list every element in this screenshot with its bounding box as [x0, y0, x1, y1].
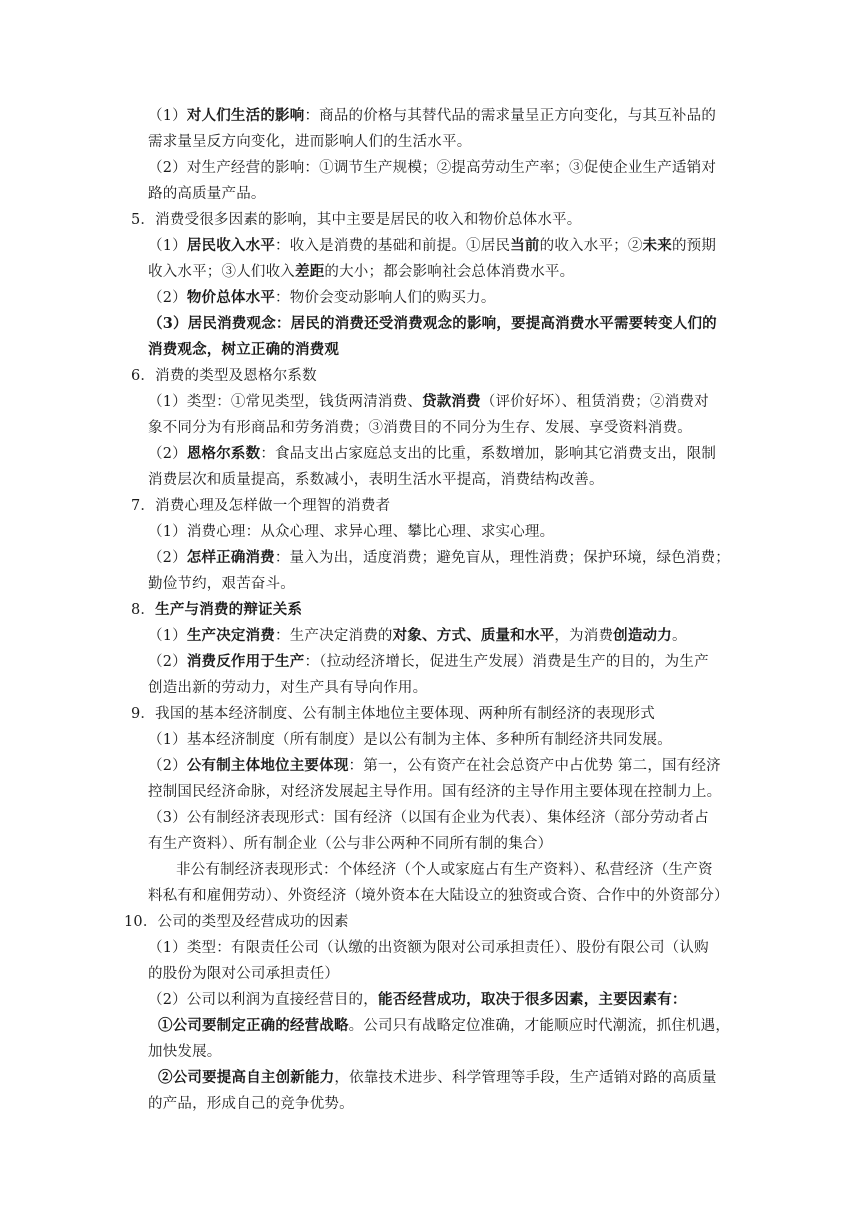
text-line	[148, 730, 672, 750]
text-line	[148, 990, 687, 1010]
text-run: ：生产决定消费的	[275, 628, 393, 644]
text-run: （1）类型：①常见类型，钱货两清消费、	[148, 394, 423, 410]
text-run: （2）	[148, 290, 187, 306]
text-run: （1）消费心理：从众心理、求异心理、攀比心理、求实心理。	[148, 524, 555, 540]
text-line	[131, 366, 317, 386]
text-run: （1）类型：有限责任公司（认缴的出资额为限对公司承担责任）、股份有限公司（认购	[148, 940, 709, 956]
text-run: （2）	[148, 550, 187, 566]
text-line	[148, 886, 729, 906]
bold-text: 消费观念，树立正确的消费观	[148, 341, 340, 358]
text-line	[148, 236, 716, 256]
text-line	[158, 1068, 717, 1088]
text-run: ：商品的价格与其替代品的需求量呈正方向变化，与其互补品的	[304, 108, 717, 124]
text-line	[148, 574, 295, 594]
text-run: （2）公司以利润为直接经营目的，	[148, 992, 378, 1008]
text-line	[148, 340, 339, 360]
text-run: （1）	[148, 628, 187, 644]
bold-text: 恩格尔系数	[186, 445, 261, 462]
text-run: 5．消费受很多因素的影响，其中主要是居民的收入和物价总体水平。	[131, 212, 582, 228]
bold-text: ①公司要制定正确的经营战略	[158, 1017, 349, 1034]
text-run: 6．消费的类型及恩格尔系数	[131, 368, 317, 384]
text-line	[148, 808, 709, 828]
bold-text: 未来	[642, 237, 672, 254]
bold-text: 差距	[295, 263, 325, 280]
text-run: ：第一，公有资产在社会总资产中占优势 第二，国有经济	[348, 758, 721, 774]
text-run: 的大小；都会影响社会总体消费水平。	[324, 264, 575, 280]
text-line	[148, 444, 716, 464]
text-run: （1）基本经济制度（所有制度）是以公有制为主体、多种所有制经济共同发展。	[148, 732, 672, 748]
bold-text: 怎样正确消费	[186, 549, 275, 566]
text-run: 勤俭节约，艰苦奋斗。	[148, 576, 295, 592]
text-run: 非公有制经济表现形式：个体经济（个人或家庭占有生产资料）、私营经济（生产资	[176, 862, 713, 878]
text-run: 。	[671, 628, 687, 644]
text-line	[148, 314, 717, 334]
text-line	[148, 418, 692, 438]
text-run: （3）公有制经济表现形式：国有经济（以国有企业为代表）、集体经济（部分劳动者占	[148, 810, 709, 826]
text-run: 有生产资料）、所有制企业（公与非公两种不同所有制的集合）	[148, 836, 553, 852]
text-run: 需求量呈反方向变化，进而影响人们的生活水平。	[148, 134, 472, 150]
text-line	[148, 262, 574, 282]
bold-text: 贷款消费	[422, 393, 481, 410]
text-line	[148, 158, 716, 178]
text-line	[131, 600, 302, 620]
text-line	[148, 184, 266, 204]
text-line	[148, 132, 471, 152]
text-run: ：食品支出占家庭总支出的比重，系数增加，影响其它消费支出，限制	[260, 446, 717, 462]
text-line	[148, 1094, 354, 1114]
text-run: 的股份为限对公司承担责任）	[148, 966, 340, 982]
text-line	[148, 392, 709, 412]
text-run: （2）	[148, 758, 187, 774]
text-line	[148, 548, 730, 568]
text-line	[148, 522, 554, 542]
text-run: （2）	[148, 654, 187, 670]
text-line	[148, 756, 721, 776]
bold-text: （3）居民消费观念：居民的消费还受消费观念的影响，要提高消费水平需要转变人们的	[148, 315, 717, 332]
text-run: 创造出新的劳动力，对生产具有导向作用。	[148, 680, 428, 696]
text-run: ：物价会变动影响人们的购买力。	[275, 290, 496, 306]
text-line	[176, 860, 713, 880]
bold-text: 创造动力	[613, 627, 672, 644]
text-run: ：收入是消费的基础和前提。①居民	[275, 238, 511, 254]
bold-text: 物价总体水平	[186, 289, 276, 306]
text-run: 料私有和雇佣劳动）、外资经济（境外资本在大陆设立的独资或合资、合作中的外资部分）	[148, 888, 729, 904]
text-run: （评价好坏）、租赁消费；②消费对	[480, 394, 709, 410]
text-line	[148, 964, 339, 984]
bold-text: 公有制主体地位主要体现	[186, 757, 349, 774]
text-run: 7．消费心理及怎样做一个理智的消费者	[131, 498, 391, 514]
text-line	[131, 210, 581, 230]
text-line	[148, 1042, 222, 1062]
text-line	[148, 652, 709, 672]
text-line	[148, 938, 709, 958]
text-run: ：量入为出，适度消费；避免盲从，理性消费；保护环境，绿色消费；	[274, 550, 730, 566]
text-line	[158, 1016, 730, 1036]
text-run: 加快发展。	[148, 1044, 222, 1060]
text-line	[148, 782, 721, 802]
text-line	[148, 288, 496, 308]
text-run: （2）对生产经营的影响：①调节生产规模；②提高劳动生产率；③促使企业生产适销对	[148, 160, 717, 176]
text-run: 9．我国的基本经济制度、公有制主体地位主要体现、两种所有制经济的表现形式	[131, 706, 655, 722]
bold-text: 当前	[510, 237, 540, 254]
text-run: （1）	[148, 108, 187, 124]
text-run: （1）	[148, 238, 187, 254]
text-run: 消费层次和质量提高，系数减小，表明生活水平提高，消费结构改善。	[148, 472, 604, 488]
bold-text: 对象、方式、质量和水平	[392, 627, 555, 644]
text-run: 的产品，形成自己的竞争优势。	[148, 1096, 354, 1112]
text-line	[148, 106, 716, 126]
text-line	[148, 626, 687, 646]
bold-text: 能否经营成功，取决于很多因素，主要因素有：	[377, 991, 687, 1008]
bold-text: 消费反作用于生产	[186, 653, 305, 670]
text-run: 8．	[131, 602, 156, 618]
text-line	[131, 704, 655, 724]
bold-text: 生产与消费的辩证关系	[155, 601, 303, 618]
text-run: 象不同分为有形商品和劳务消费；③消费目的不同分为生存、发展、享受资料消费。	[148, 420, 692, 436]
text-run: 路的高质量产品。	[148, 186, 266, 202]
text-line	[148, 834, 552, 854]
text-run: 的预期	[671, 238, 717, 254]
text-run: 10．公司的类型及经营成功的因素	[124, 914, 349, 930]
text-run: ，为消费	[554, 628, 614, 644]
text-line	[148, 678, 427, 698]
text-run: 的收入水平；②	[539, 238, 643, 254]
text-run: ：（拉动经济增长，促进生产发展）消费是生产的目的，为生产	[304, 654, 709, 670]
text-run: 控制国民经济命脉，对经济发展起主导作用。国有经济的主导作用主要体现在控制力上。	[148, 784, 722, 800]
text-run: （2）	[148, 446, 187, 462]
text-run: 收入水平；③人们收入	[148, 264, 295, 280]
bold-text: 生产决定消费	[186, 627, 276, 644]
text-line	[148, 470, 604, 490]
bold-text: 对人们生活的影响	[186, 107, 305, 124]
text-run: ，依靠技术进步、科学管理等手段，生产适销对路的高质量	[334, 1070, 717, 1086]
bold-text: ②公司要提高自主创新能力	[158, 1069, 335, 1086]
bold-text: 居民收入水平	[186, 237, 276, 254]
text-run: 。公司只有战略定位准确，才能顺应时代潮流，抓住机遇，	[348, 1018, 730, 1034]
text-line	[124, 912, 349, 932]
text-line	[131, 496, 390, 516]
